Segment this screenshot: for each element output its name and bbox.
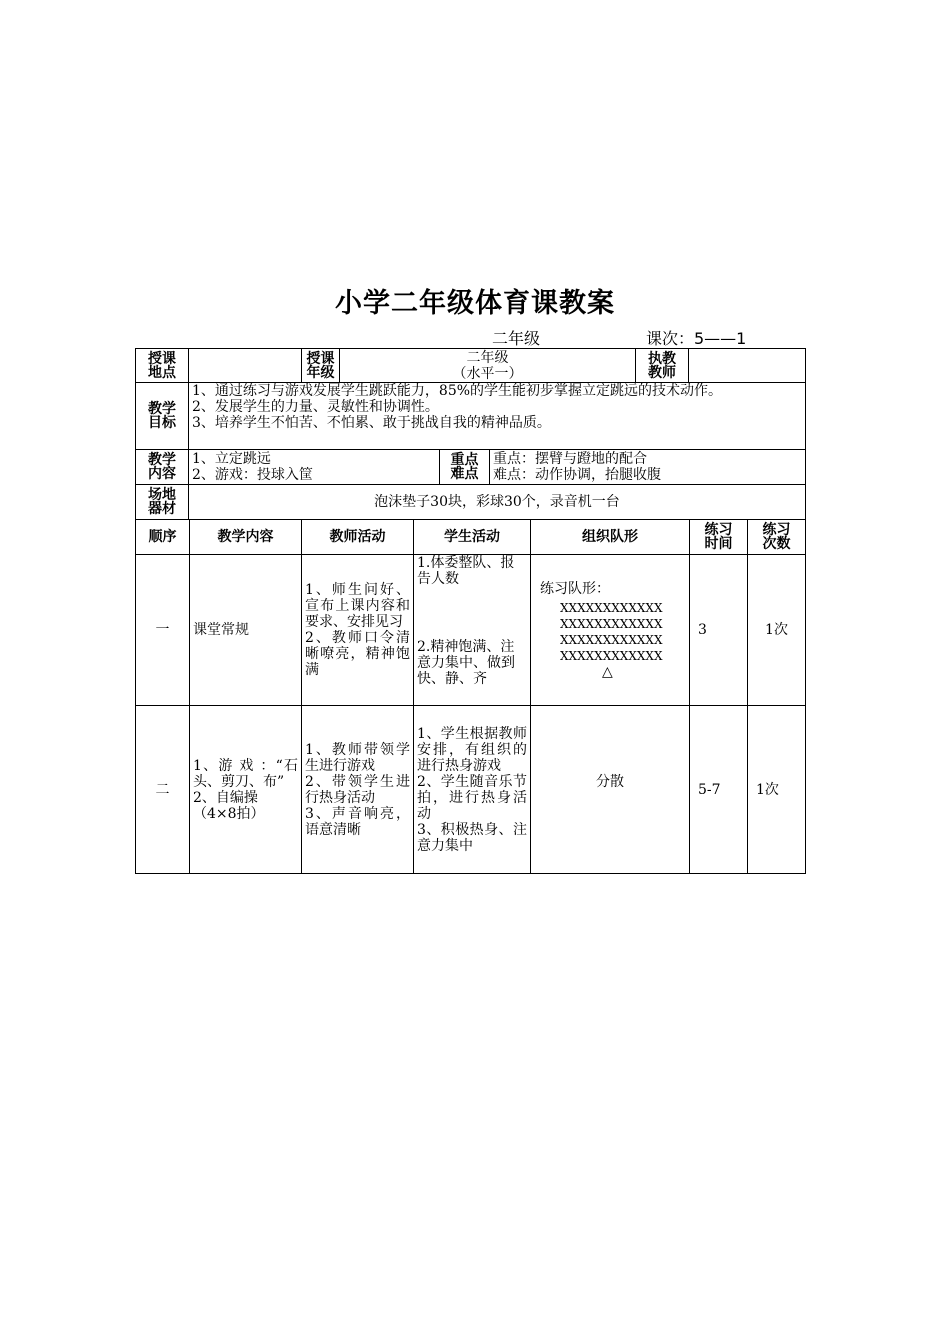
formation-label: 练习队形： [540,580,610,597]
place-label: 授课 地点 [136,349,189,383]
row-formation [531,555,690,706]
grade-line: 二年级 [492,329,541,348]
row-teacher: 1、教师带领学生进行游戏 2、带领学生进行热身活动 3、声音响亮，语意清晰 [302,706,414,874]
key-point: 难点：动作协调，抬腿收腹 [493,467,661,483]
column-header: 练习 时间 [690,520,748,555]
key-points-cell [490,450,806,485]
info-table [135,348,806,450]
table-row [136,706,806,874]
row-time: 5-7 [690,706,748,874]
row-content: 课堂常规 [190,555,302,706]
student-activity: 1.体委整队、报告人数 [417,555,515,587]
column-header: 练习 次数 [748,520,806,555]
row-time: 3 [690,555,748,706]
equipment-label: 场地 器材 [136,485,189,520]
lesson-number: 课次：5——1 [646,329,747,348]
lesson-table [135,519,806,874]
row-formation: 分散 [531,706,690,874]
objective-item: 1、通过练习与游戏发展学生跳跃能力，85%的学生能初步掌握立定跳远的技术动作。 [192,383,723,399]
teacher-label: 执教 教师 [636,349,689,383]
column-header: 教学内容 [190,520,302,555]
column-header: 学生活动 [414,520,531,555]
content-cell [189,450,440,485]
objectives-cell [189,383,806,450]
row-teacher: 1、师生问好、宣布上课内容和要求、安排见习 2、教师口令清晰嘹亮，精神饱满 [302,555,414,706]
teacher-position-icon: △ [602,663,613,680]
row-count: 1次 [748,706,806,874]
row-student: 1、学生根据教师安排，有组织的进行热身游戏 2、学生随音乐节拍，进行热身活动 3、积极热身、注意力集中 [414,706,531,874]
content-label: 教学 内容 [136,450,189,485]
objectives-label: 教学 目标 [136,383,189,450]
row-content: 1、游 戏 ：“石头、剪刀、布” 2、自编操 （4×8拍） [190,706,302,874]
page-title: 小学二年级体育课教案 [335,288,615,319]
content-item: 1、立定跳远 [192,451,271,467]
column-header: 顺序 [136,520,190,555]
formation-line: XXXXXXXXXXXX [560,648,663,663]
grade-label: 授课 年级 [302,349,340,383]
row-count: 1次 [748,555,806,706]
content-table [135,449,806,520]
formation-line: XXXXXXXXXXXX [560,616,663,631]
table-row [136,555,806,706]
objective-item: 2、发展学生的力量、灵敏性和协调性。 [192,399,439,415]
equipment-value: 泡沫垫子30块，彩球30个，录音机一台 [189,485,806,520]
key-points-label: 重点 难点 [440,450,490,485]
place-value [189,349,302,383]
student-activity: 2.精神饱满、注意力集中、做到快、静、齐 [417,639,515,687]
grade-value: 二年级 （水平一） [340,349,636,383]
column-header: 组织队形 [531,520,690,555]
objective-item: 3、培养学生不怕苦、不怕累、敢于挑战自我的精神品质。 [192,415,551,431]
row-order: 二 [136,706,190,874]
formation-line: XXXXXXXXXXXX [560,632,663,647]
key-point: 重点：摆臂与蹬地的配合 [493,451,647,467]
row-student [414,555,531,706]
teacher-value [689,349,806,383]
row-order: 一 [136,555,190,706]
column-header: 教师活动 [302,520,414,555]
content-item: 2、游戏：投球入筐 [192,467,313,483]
formation-line: XXXXXXXXXXXX [560,600,663,615]
